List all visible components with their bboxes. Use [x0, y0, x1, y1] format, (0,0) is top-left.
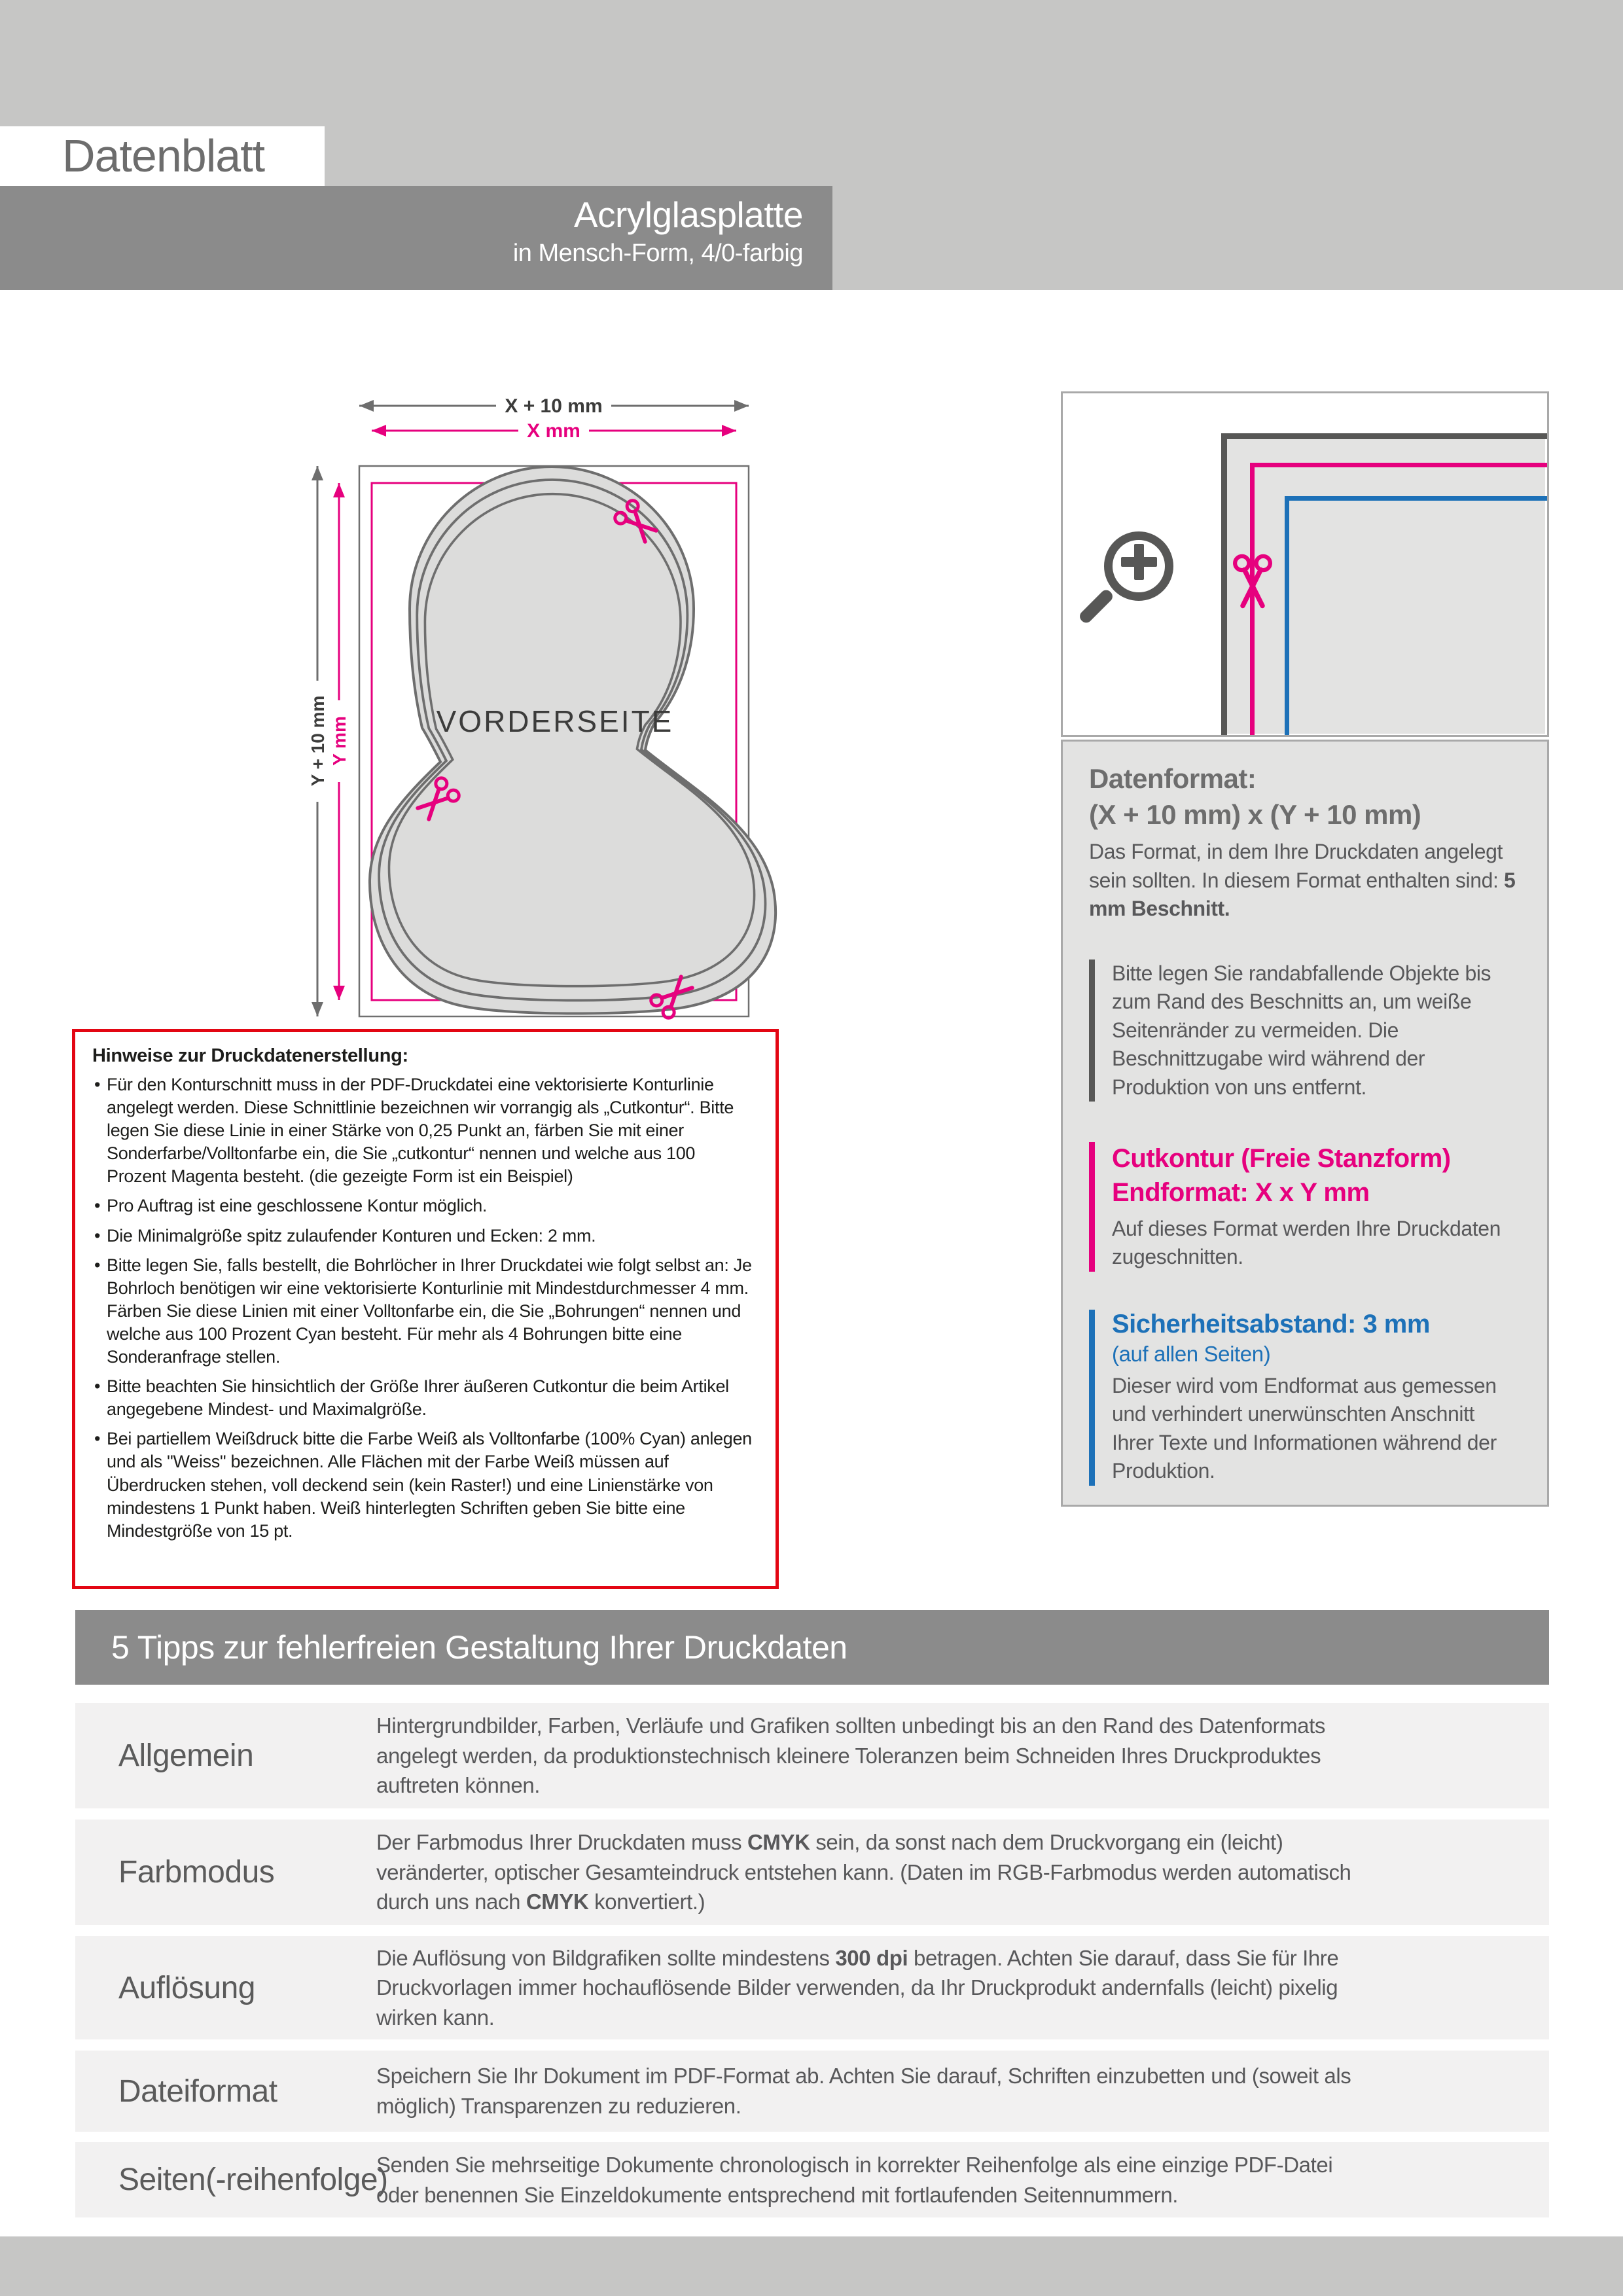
- zoom-corner-left-border: [1221, 433, 1227, 735]
- notes-list: [92, 1073, 758, 1543]
- safety-body: Dieser wird vom Endformat aus gemessen und verhindert unerwünschten Anschnitt Ihrer Texte und Informationen während der Produktion.: [1112, 1373, 1497, 1483]
- note-bullet: • Bitte beachten Sie hinsichtlich der Größe Ihrer äußeren Cutkontur die beim Artikel angegebene Mindest- und Maximalgröße.: [92, 1375, 758, 1421]
- arrowhead-up-icon: [312, 466, 323, 480]
- scissors-icon: [1228, 554, 1277, 617]
- bleed-note-block: [1089, 960, 1521, 1102]
- cutkontur-title-line1: Cutkontur (Freie Stanzform): [1112, 1144, 1451, 1174]
- safety-line: [389, 494, 754, 986]
- arrowhead-up-icon: [333, 483, 345, 497]
- notes-title: Hinweise zur Druckdatenerstellung:: [92, 1045, 408, 1066]
- zoom-safety-line: [1285, 496, 1547, 501]
- dim-label-y-inner: Y mm: [329, 716, 349, 766]
- dim-label-x-inner: X mm: [527, 420, 580, 442]
- print-data-notes-box: [72, 1029, 779, 1589]
- datenformat-title-line1: Datenformat:: [1089, 763, 1257, 794]
- tip-description: Senden Sie mehrseitige Dokumente chronologisch in korrekter Reihenfolge als eine einzige PDF-Datei oder benennen Sie Einzeldokumente entsprechend mit fortlaufenden Seitennummern.: [376, 2152, 1333, 2207]
- zoom-corner-top-border: [1221, 433, 1547, 439]
- zoom-safety-line: [1285, 496, 1289, 735]
- note-bullet: • Für den Konturschnitt muss in der PDF-Druckdatei eine vektorisierte Konturlinie angelegt werden. Diese Schnittlinie bezeichnen wir vorrangig als „Cutkontur“. Bitte legen Sie diese Linie in einer Stärke von 0,25 Punkt an, färben Sie mit einer Sonderfarbe/Volltonfarbe ein, die Sie „cutkontur“ nennen und welche aus 100 Prozent Magenta besteht. (die gezeigte Form ist ein Beispiel): [92, 1073, 758, 1188]
- arrowhead-left-icon: [359, 400, 374, 412]
- zoom-detail-box: [1061, 391, 1549, 737]
- tip-description: Speichern Sie Ihr Dokument im PDF-Format ab. Achten Sie darauf, Schriften einzubetten und (soweit als möglich) Transparenzen zu reduzieren.: [376, 2064, 1351, 2118]
- product-subtitle: in Mensch-Form, 4/0-farbig: [512, 240, 803, 267]
- note-bullet: • Pro Auftrag ist eine geschlossene Kontur möglich.: [92, 1194, 758, 1217]
- arrowhead-down-icon: [333, 986, 345, 1000]
- format-info-panel: [1061, 740, 1549, 1507]
- datenformat-title-line2: (X + 10 mm) x (Y + 10 mm): [1089, 798, 1421, 830]
- datenformat-body: Das Format, in dem Ihre Druckdaten angelegt sein sollten. In diesem Format enthalten sind: 5 mm Beschnitt.: [1089, 840, 1516, 921]
- doc-label-box: [0, 126, 325, 186]
- magnifier-handle-icon: [1077, 588, 1115, 625]
- tip-row-seitenreihenfolge: [75, 2142, 1549, 2217]
- note-bullet: • Bei partiellem Weißdruck bitte die Farbe Weiß als Volltonfarbe (100% Cyan) anlegen und als "Weiss" bezeichnen. Alle Flächen mit der Farbe Weiß müssen auf Überdrucken stehen, voll deckend sein (kein Raster!) und eine Linienstärke von mindestens 1 Punkt haben. Weiß hinterlegten Schriften geben Sie bitte eine Mindestgröße von 15 pt.: [92, 1427, 758, 1542]
- product-title-bar: [0, 186, 832, 290]
- tip-description: Die Auflösung von Bildgrafiken sollte mindestens 300 dpi betragen. Achten Sie darauf, dass Sie für Ihre Druckvorlagen immer hochauflösende Bilder verwenden, da Ihr Druckprodukt andernfalls (leicht) pixelig wirken kann.: [376, 1945, 1339, 2030]
- note-bullet: • Die Minimalgröße spitz zulaufender Konturen und Ecken: 2 mm.: [92, 1225, 758, 1247]
- tip-label: Farbmodus: [118, 1855, 275, 1890]
- dim-label-x-outer: X + 10 mm: [505, 395, 603, 417]
- tip-row-aufloesung: [75, 1936, 1549, 2039]
- doc-label: Datenblatt: [62, 130, 265, 181]
- safety-title: Sicherheitsabstand: 3 mm: [1112, 1309, 1430, 1338]
- cutkontur-body: Auf dieses Format werden Ihre Druckdaten zugeschnitten.: [1112, 1216, 1501, 1269]
- arrowhead-down-icon: [312, 1002, 323, 1016]
- tip-label: Auflösung: [118, 1970, 255, 2005]
- product-title: Acrylglasplatte: [573, 194, 803, 235]
- note-bullet: • Bitte legen Sie, falls bestellt, die Bohrlöcher in Ihrer Druckdatei wie folgt selbst an: Je Bohrloch benötigen wir eine vektorisierte Konturlinie mit Mindestdurchmesser 4 mm. Färben Sie diese Linien mit einer Volltonfarbe ein, die Sie „Bohrungen“ nennen und welche aus 100 Prozent Cyan besteht. Für mehr als 4 Bohrungen bitte eine Sonderanfrage stellen.: [92, 1254, 758, 1369]
- dim-label-y-outer: Y + 10 mm: [308, 695, 328, 787]
- cutkontur-block: [1089, 1142, 1521, 1271]
- tip-label: Allgemein: [118, 1738, 254, 1773]
- arrowhead-right-icon: [722, 425, 736, 437]
- tips-banner: 5 Tipps zur fehlerfreien Gestaltung Ihrer Druckdaten: [75, 1610, 1549, 1685]
- tip-row-allgemein: [75, 1703, 1549, 1808]
- tip-row-dateiformat: [75, 2051, 1549, 2132]
- tip-row-farbmodus: [75, 1820, 1549, 1925]
- safety-subtitle: (auf allen Seiten): [1112, 1341, 1271, 1366]
- cutkontur-title-line2: Endformat: X x Y mm: [1112, 1177, 1370, 1207]
- magnifier-plus-icon: [1134, 544, 1144, 580]
- safety-distance-block: [1089, 1310, 1521, 1486]
- arrowhead-right-icon: [734, 400, 749, 412]
- footer-band: [0, 2236, 1623, 2296]
- zoom-cutkontur-line: [1250, 463, 1547, 467]
- shape-diagram: [288, 373, 818, 1024]
- front-side-label: VORDERSEITE: [436, 704, 674, 738]
- tip-description: Der Farbmodus Ihrer Druckdaten muss CMYK sein, da sonst nach dem Druckvorgang ein (leicht) veränderter, optischer Gesamteindruck entstehen kann. (Daten im RGB-Farbmodus werden automatisch durch uns nach CMYK konvertiert.): [376, 1830, 1351, 1914]
- tip-label: Seiten(-reihenfolge): [118, 2162, 388, 2197]
- tip-description: Hintergrundbilder, Farben, Verläufe und Grafiken sollten unbedingt bis an den Rand des Datenformats angelegt werden, da produktionstechnisch kleinere Toleranzen beim Schneiden Ihres Druckproduktes auftreten können.: [376, 1713, 1325, 1798]
- tip-label: Dateiformat: [118, 2073, 277, 2109]
- arrowhead-left-icon: [372, 425, 386, 437]
- bleed-note-text: Bitte legen Sie randabfallende Objekte bis zum Rand des Beschnitts an, um weiße Seitenränder zu vermeiden. Die Beschnittzugabe wird während der Produktion von uns entfernt.: [1112, 961, 1491, 1099]
